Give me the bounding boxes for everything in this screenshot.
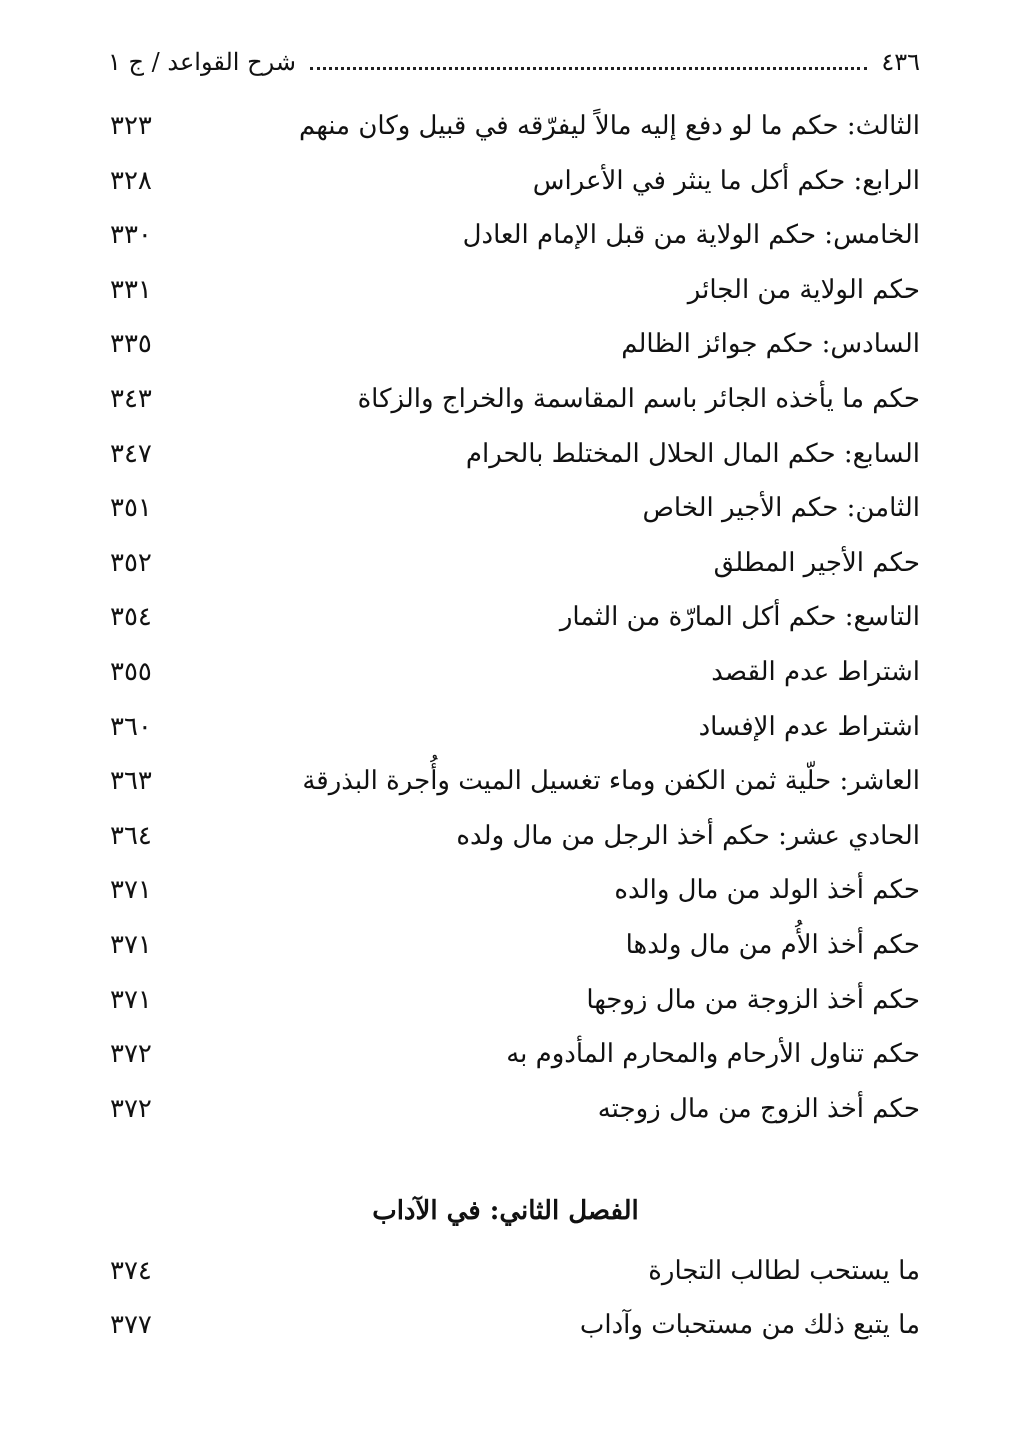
toc-entry [110, 1251, 920, 1291]
toc-entry-page-number: ٣٥٢ [110, 547, 152, 578]
toc-entry-title: السابع: حكم المال الحلال المختلط بالحرام [465, 438, 920, 469]
toc-entry [110, 324, 920, 364]
toc-entry-page-number: ٣٧٢ [110, 1093, 152, 1124]
toc-entry [110, 1034, 920, 1074]
toc-entry [110, 215, 920, 255]
toc-entry [110, 816, 920, 856]
toc-entry-page-number: ٣٣١ [110, 274, 152, 305]
toc-entry-title: اشتراط عدم القصد [711, 657, 920, 687]
toc-entry-title: ما يتبع ذلك من مستحبات وآداب [579, 1310, 920, 1340]
toc-entry [110, 652, 920, 692]
toc-entry-page-number: ٣٥٤ [110, 602, 152, 633]
toc-entry-title: ما يستحب لطالب التجارة [648, 1256, 920, 1286]
toc-entry-page-number: ٣٦٣ [110, 766, 152, 797]
toc-entry [110, 925, 920, 965]
toc-entry [110, 1089, 920, 1129]
toc-entry-title: السادس: حكم جوائز الظالم [621, 329, 920, 360]
toc-entry [110, 488, 920, 528]
toc-entry [110, 106, 920, 146]
toc-entry-title: حكم تناول الأرحام والمحارم المأدوم به [506, 1039, 920, 1070]
toc-entry-title: حكم أخذ الولد من مال والده [614, 875, 920, 906]
toc-entry-title: حكم أخذ الأُم من مال ولدها [625, 930, 920, 960]
toc-entry-page-number: ٣٣٥ [110, 329, 152, 360]
toc-entry-page-number: ٣٤٧ [110, 438, 152, 469]
toc-entry [110, 980, 920, 1020]
toc-entry [110, 379, 920, 419]
running-header [108, 44, 920, 80]
toc-entry [110, 270, 920, 310]
toc-entry [110, 870, 920, 910]
toc-entry-page-number: ٣٤٣ [110, 384, 152, 414]
toc-entry-title: الحادي عشر: حكم أخذ الرجل من مال ولده [456, 820, 920, 851]
toc-entry [110, 1305, 920, 1345]
toc-entry-title: حكم أخذ الزوجة من مال زوجها [586, 984, 920, 1015]
toc-entry-page-number: ٣٧٢ [110, 1039, 152, 1070]
toc-entry-page-number: ٣٧٧ [110, 1310, 152, 1340]
section-heading: الفصل الثاني: في الآداب [372, 1196, 639, 1226]
toc-entry-title: حكم الولاية من الجائر [687, 274, 920, 305]
toc-entry-page-number: ٣٦٠ [110, 711, 152, 742]
toc-entry-page-number: ٣٧١ [110, 875, 152, 906]
toc-entry-title: العاشر: حلّية ثمن الكفن وماء تغسيل الميت وأُجرة البذرقة [302, 766, 920, 797]
header-dot-leader [310, 67, 867, 70]
toc-entry-page-number: ٣٥١ [110, 493, 152, 524]
toc-entry [110, 707, 920, 747]
toc-entry-title: حكم ما يأخذه الجائر باسم المقاسمة والخراج والزكاة [357, 384, 920, 414]
toc-entry-page-number: ٣٣٠ [110, 220, 152, 251]
toc-entry-page-number: ٣٦٤ [110, 820, 152, 851]
toc-entry-title: التاسع: حكم أكل المارّة من الثمار [559, 602, 920, 633]
toc-entry-page-number: ٣٧١ [110, 984, 152, 1015]
toc-entry [110, 434, 920, 474]
toc-entry-title: الرابع: حكم أكل ما ينثر في الأعراس [532, 165, 920, 196]
toc-entry-page-number: ٣٢٣ [110, 111, 152, 141]
header-page-number: ٤٣٦ [881, 48, 920, 76]
toc-entry-title: الثامن: حكم الأجير الخاص [642, 493, 920, 524]
header-book-title: شرح القواعد / ج ١ [108, 48, 296, 76]
toc-entry-page-number: ٣٧١ [110, 930, 152, 960]
toc-entry-title: الخامس: حكم الولاية من قبل الإمام العادل [462, 220, 920, 251]
toc-entry-title: اشتراط عدم الإفساد [698, 711, 920, 742]
toc-entry-title: حكم أخذ الزوج من مال زوجته [597, 1093, 920, 1124]
toc-entry [110, 761, 920, 801]
toc-entry-page-number: ٣٢٨ [110, 165, 152, 196]
toc-entry-title: الثالث: حكم ما لو دفع إليه مالاً ليفرّقه في قبيل وكان منهم [299, 111, 920, 141]
toc-entry-title: حكم الأجير المطلق [713, 547, 920, 578]
toc-entry [110, 161, 920, 201]
toc-entry [110, 597, 920, 637]
toc-entry [110, 543, 920, 583]
toc-entry-page-number: ٣٧٤ [110, 1256, 152, 1286]
toc-entry-page-number: ٣٥٥ [110, 657, 152, 687]
